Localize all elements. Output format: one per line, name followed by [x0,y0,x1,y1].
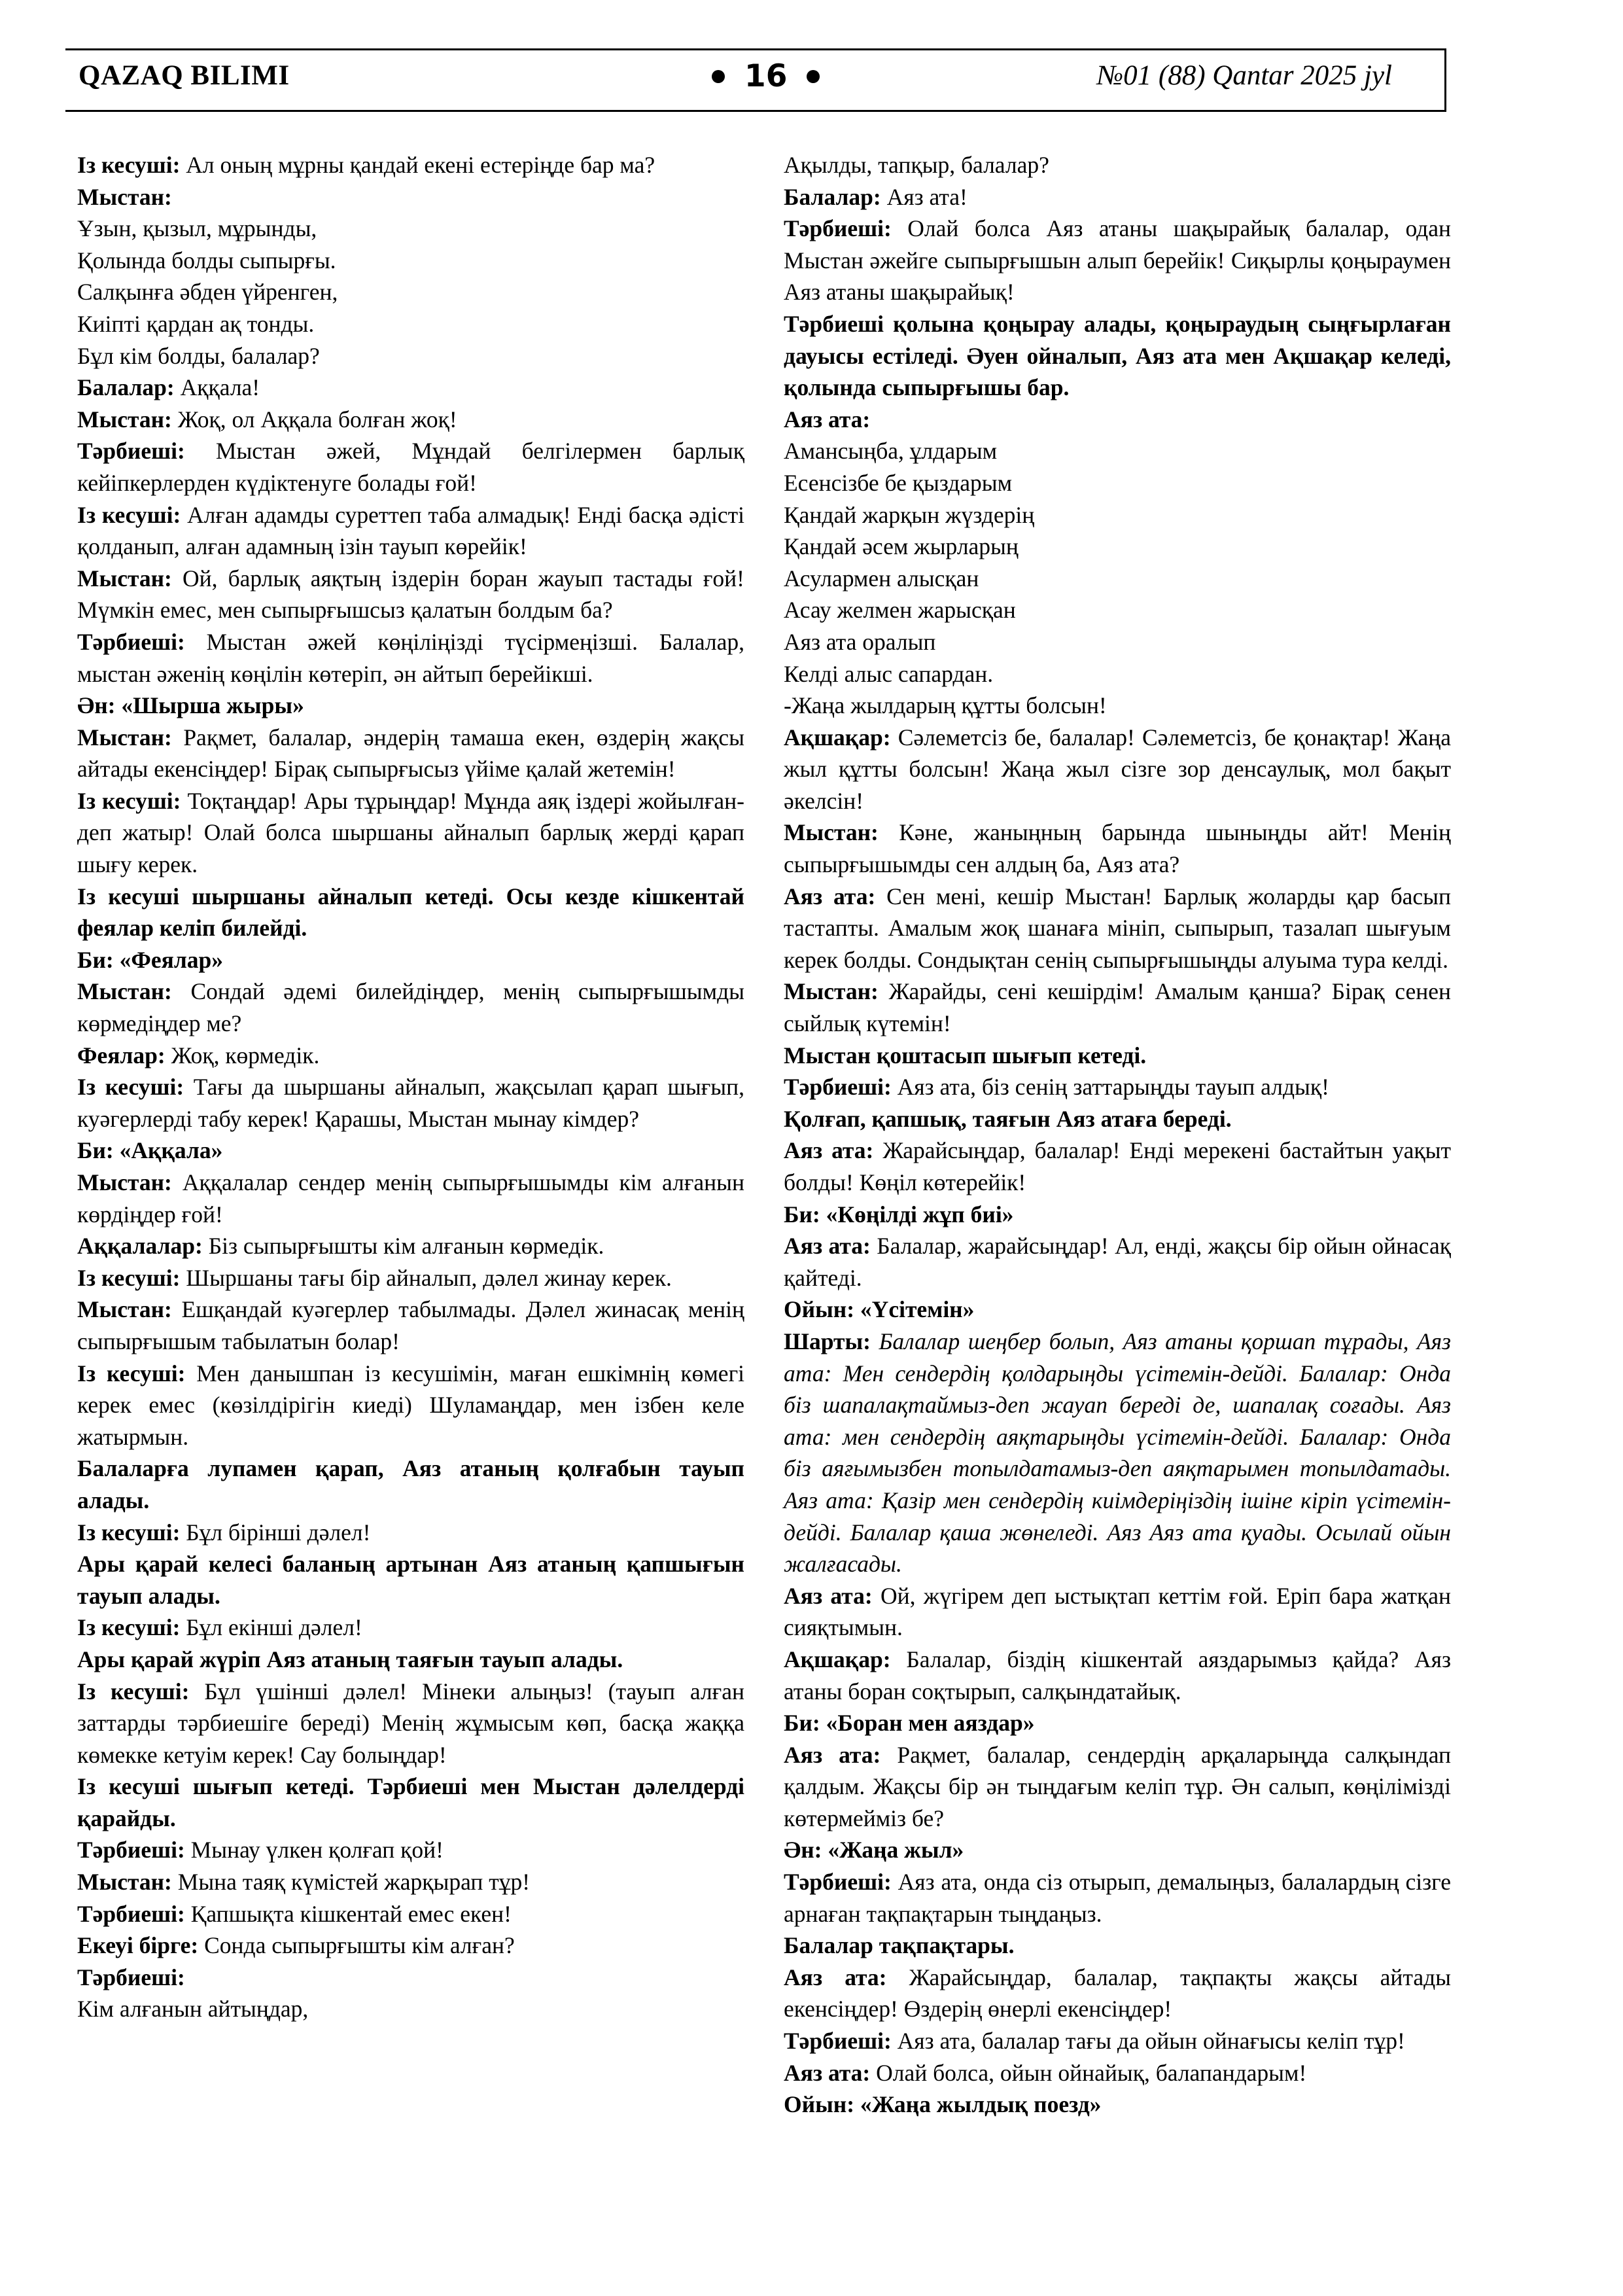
verse-line: Асулармен алысқан [784,565,979,592]
dialogue-line [77,1930,744,1962]
dialogue-line [77,976,744,1039]
dialogue-line [77,1612,744,1644]
dialogue-line [784,1230,1451,1294]
stage-direction: Тәрбиеші қолына қоңырау алады, қоңыраудың сыңғырлаған дауысы естіледі. Әуен ойналып, Аяз ата мен Ақшақар келеді, қолында сыпырғышы бар. [784,310,1451,401]
speaker-label: Із кесуші: [77,787,181,814]
speaker-label: Тәрбиеші: [77,1900,185,1927]
dialogue-line [77,1040,744,1072]
stage-direction: Мыстан: [77,183,172,210]
speaker-label: Із кесуші: [77,1519,181,1545]
speaker-label: Аяз ата: [784,1964,887,1990]
dialogue-text: Сондай әдемі билейдіңдер, менің сыпырғышымды көрмедіңдер ме? [77,978,744,1037]
dialogue-text: Жарайсыңдар, балалар, тақпақты жақсы айтады екенсіңдер! Өздерің өнерлі екенсіңдер! [784,1964,1452,2022]
dialogue-text: Жоқ, ол Аққала болған жоқ! [171,406,457,433]
verse-line: Кім алғанын айтыңдар, [77,1996,309,2022]
speaker-label: Тәрбиеші: [77,1837,185,1863]
speaker-label: Із кесуші: [77,1264,181,1291]
dialogue-text: Мыстан әжей, Мұндай белгілермен барлық кейіпкерлерден күдіктенуге болады ғой! [77,438,744,496]
dialogue-text: Біз сыпырғышты кім алғанын көрмедік. [202,1233,604,1260]
stage-direction: Би: «Аққала» [77,1137,223,1164]
speaker-label: Із кесуші: [77,501,181,528]
page-number: 16 [744,58,788,94]
stage-direction: Би: «Боран мен аяздар» [784,1710,1035,1737]
stage-direction: Би: «Көңілді жұп биі» [784,1201,1014,1227]
dialogue-text: Ой, жүгірем деп ыстықтап кеттім ғой. Еріп бара жатқан сияқтымын. [784,1582,1451,1641]
verse-line: Салқынға әбден үйренген, [77,279,338,306]
dialogue-text: Тағы да шыршаны айналып, жақсылап қарап шығып, куәгерлерді табу керек! Қарашы, Мыстан мынау кімдер? [77,1074,744,1132]
bullet-icon [807,70,820,83]
dialogue-text: Рақмет, балалар, әндерің тамаша екен, өздерің жақсы айтады екенсіңдер! Бірақ сыпырғысыз үйіме қалай жетемін! [77,724,744,783]
dialogue-text: Жарайсыңдар, балалар! Енді мерекені бастайтын уақыт болды! Көңіл көтерейік! [784,1137,1451,1195]
dialogue-text: Мен данышпан із кесушімін, маған ешкімнің көмегі керек емес (көзілдірігін киеді) Шуламаңдар, мен ізбен келе жатырмын. [77,1360,744,1450]
stage-direction: Із кесуші шыршаны айналып кетеді. Осы кезде кішкентай феялар келіп билейді. [77,883,744,942]
dialogue-text: Ой, барлық аяқтың іздерін боран жауып тастады ғой! Мүмкін емес, мен сыпырғышсыз қалатын болдым ба? [77,565,744,624]
verse-line: Қандай жарқын жүздерің [784,501,1035,528]
dialogue-line [784,1962,1451,2025]
dialogue-line [784,1071,1451,1103]
dialogue-line [784,1739,1451,1835]
dialogue-text: Тоқтаңдар! Ары тұрыңдар! Мұнда аяқ іздері жойылған-деп жатыр! Олай болса шыршаны айналып барлық жерді қарап шығу керек. [77,787,744,878]
speaker-label: Мыстан: [784,978,879,1005]
dialogue-text: Аққала! [174,374,260,401]
dialogue-text: Аяз ата! [881,183,968,210]
dialogue-text: Мына таяқ күмістей жарқырап тұр! [171,1869,531,1896]
dialogue-line [784,1644,1451,1707]
speaker-label: Тәрбиеші: [784,1074,892,1101]
speaker-label: Екеуі бірге: [77,1932,199,1959]
dialogue-text: Сен мені, кешір Мыстан! Барлық жоларды қар басып тастапты. Амалым жоқ шанаға мініп, сыпырып, тазалап шығуым керек болды. Сондықтан сенің сыпырғышыңды алуыма тура келді. [784,883,1451,973]
verse-line: Қандай әсем жырларың [784,533,1019,560]
stage-direction: Балалар тақпақтары. [784,1932,1015,1959]
speaker-label: Аяз ата: [784,2059,871,2086]
speaker-label: Мыстан: [77,1296,172,1323]
speaker-label: Аяз ата: [784,1137,874,1164]
speaker-label: Аяз ата: [784,1233,871,1260]
speaker-label: Аяз ата: [784,883,876,910]
speaker-label: Тәрбиеші: [784,2028,892,2055]
speaker-label: Аяз ата: [784,1741,881,1768]
stage-direction: Тәрбиеші: [77,1964,185,1990]
dialogue-text: Қапшықта кішкентай емес екен! [184,1900,512,1927]
speaker-label: Ақшақар: [784,1646,891,1672]
dialogue-text: Олай болса Аяз атаны шақырайық балалар, одан Мыстан әжейге сыпырғышын алып берейік! Сиқырлы қоңыраумен Аяз атаны шақырайық! [784,215,1451,306]
dialogue-text: Сәлеметсіз бе, балалар! Сәлеметсіз, бе қонақтар! Жаңа жыл құтты болсын! Жаңа жыл сізге зор денсаулық, мол бақыт әкелсін! [784,724,1451,814]
dialogue-text: Аяз ата, балалар тағы да ойын ойнағысы келіп тұр! [891,2028,1405,2055]
dialogue-line [77,1071,744,1135]
dialogue-line [784,881,1451,976]
speaker-label: Мыстан: [77,724,172,751]
dialogue-line [784,1135,1451,1198]
stage-direction: Балаларға лупамен қарап, Аяз атаның қолғабын тауып алады. [77,1455,744,1513]
dialogue-text: Балалар, біздің кішкентай аяздарымыз қайда? Аяз атаны боран соқтырып, салқындатайық. [784,1646,1451,1704]
dialogue-line [77,1676,744,1771]
dialogue-line [77,149,744,181]
speaker-label: Мыстан: [784,819,879,846]
dialogue-line [784,2057,1451,2089]
bullet-icon [712,70,725,83]
stage-direction: Ары қарай жүріп Аяз атаның таяғын тауып алады. [77,1646,623,1672]
dialogue-line [784,181,1451,213]
dialogue-text: Мыстан әжей көңіліңізді түсірмеңізші. Балалар, мыстан әженің көңілін көтеріп, ән айтып берейікші. [77,628,744,687]
dialogue-line [784,1580,1451,1644]
speaker-label: Із кесуші: [77,152,181,178]
verse-line: Аяз ата оралып [784,628,936,655]
speaker-label: Тәрбиеші: [784,215,892,242]
speaker-label: Тәрбиеші: [784,1869,892,1896]
issue-info: №01 (88) Qantar 2025 jyl [1096,60,1392,91]
speaker-label: Ақшақар: [784,724,891,751]
dialogue-line [77,435,744,499]
verse-line: Ақылды, тапқыр, балалар? [784,152,1049,178]
verse-line: Келді алыс сапардан. [784,660,994,687]
dialogue-text: Ал оның мұрны қандай екені естеріңде бар ма? [180,152,655,178]
left-column [77,149,744,2025]
speaker-label: Із кесуші: [77,1360,186,1386]
dialogue-text: Ешқандай куәгерлер табылмады. Дәлел жинасақ менің сыпырғышым табылатын болар! [77,1296,744,1354]
verse-line: Амансыңба, ұлдарым [784,438,998,465]
dialogue-line [77,499,744,563]
page-number-block [692,58,839,94]
speaker-label: Балалар: [77,374,175,401]
dialogue-line [77,372,744,404]
dialogue-line [77,1262,744,1294]
verse-line: Есенсізбе бе қыздарым [784,469,1013,496]
dialogue-text: Сонда сыпырғышты кім алған? [198,1932,515,1959]
dialogue-text: Алған адамды суреттеп таба алмадық! Енді басқа әдісті қолданып, алған адамның ізін тауып көрейік! [77,501,744,560]
stage-direction: Аяз ата: [784,406,871,433]
dialogue-line [784,213,1451,308]
dialogue-text: Шыршаны тағы бір айналып, дәлел жинау керек. [180,1264,672,1291]
stage-direction: Ойын: «Үсітемін» [784,1296,975,1323]
verse-line: Асау желмен жарысқан [784,597,1016,624]
verse-line: Киіпті қардан ақ тонды. [77,310,315,337]
dialogue-line [77,1167,744,1230]
dialogue-line [784,817,1451,880]
dialogue-text: Жоқ, көрмедік. [165,1042,320,1069]
dialogue-line [77,1898,744,1930]
speaker-label: Мыстан: [77,1169,172,1195]
dialogue-line [784,722,1451,817]
verse-line: Қолында болды сыпырғы. [77,247,336,274]
speaker-label: Мыстан: [77,978,172,1005]
dialogue-text: Жарайды, сені кешірдім! Амалым қанша? Бірақ сенен сыйлық күтемін! [784,978,1451,1037]
stage-direction: Із кесуші шығып кетеді. Тәрбиеші мен Мыстан дәлелдерді қарайды. [77,1773,744,1831]
dialogue-text: Бұл бірінші дәлел! [180,1519,371,1545]
page-header [65,48,1446,112]
dialogue-text: Аяз ата, біз сенің заттарыңды тауып алдық! [891,1074,1329,1101]
speaker-label: Із кесуші: [77,1614,181,1641]
stage-direction: Ары қарай келесі баланың артынан Аяз атаның қапшығын тауып алады. [77,1551,744,1609]
stage-direction: Мыстан қоштасып шығып кетеді. [784,1042,1147,1069]
journal-title: QAZAQ BILIMI [79,60,290,91]
dialogue-line [77,1358,744,1453]
dialogue-line [784,1326,1451,1580]
dialogue-line [77,404,744,436]
speaker-label: Мыстан: [77,406,172,433]
stage-direction: Ән: «Шырша жыры» [77,692,304,719]
dialogue-line [77,1834,744,1866]
dialogue-text: Аққалалар сендер менің сыпырғышымды кім алғанын көрдіңдер ғой! [77,1169,744,1227]
dialogue-line [784,1866,1451,1930]
speaker-label: Аяз ата: [784,1582,873,1609]
dialogue-line [77,785,744,881]
dialogue-line [77,1294,744,1357]
dialogue-text: Бұл екінші дәлел! [180,1614,362,1641]
right-column [784,149,1451,2121]
game-rules-text: Балалар шеңбер болып, Аяз атаны қоршап тұрады, Аяз ата: Мен сендердің қолдарыңды үсітемін-дейді. Балалар: Онда біз шапалақтаймыз-деп жауап береді де, шапалақ соғады. Аяз ата: мен сендердің аяқтарыңды үсітемін-дейді. Балалар: Онда біз аяғымызбен топылдатамыз-деп аяқтарымен топылдатады. Аяз ата: Қазір мен сендердің киімдеріңіздің ішіне кіріп үсітемін-дейді. Балалар қаша жөнеледі. Аяз Аяз ата қуады. Осылай ойын жалғасады. [784,1328,1451,1578]
dialogue-line [77,1517,744,1549]
speaker-label: Мыстан: [77,1869,172,1896]
speaker-label: Шарты: [784,1328,871,1354]
stage-direction: Ойын: «Жаңа жылдық поезд» [784,2091,1102,2118]
dialogue-line [784,976,1451,1039]
dialogue-line [77,1230,744,1262]
dialogue-text: Балалар, жарайсыңдар! Ал, енді, жақсы бір ойын ойнасақ қайтеді. [784,1233,1452,1291]
dialogue-line [77,1866,744,1898]
dialogue-text: Бұл үшінші дәлел! Мінеки алыңыз! (тауып алған заттарды тәрбиешіге береді) Менің жұмысым көп, басқа жаққа көмекке кетуім керек! Сау болыңдар! [77,1678,744,1768]
stage-direction: Ән: «Жаңа жыл» [784,1837,964,1863]
dialogue-line [77,626,744,690]
dialogue-line [77,563,744,626]
dialogue-line [784,2025,1451,2057]
dialogue-text: Мынау үлкен қолғап қой! [184,1837,444,1863]
speaker-label: Із кесуші: [77,1678,190,1704]
verse-line: Ұзын, қызыл, мұрынды, [77,215,317,242]
verse-line: Бұл кім болды, балалар? [77,342,320,369]
stage-direction: Би: «Феялар» [77,946,223,973]
speaker-label: Балалар: [784,183,881,210]
dialogue-text: Аяз ата, онда сіз отырып, демалыңыз, балалардың сізге арнаған тақпақтарын тыңдаңыз. [784,1869,1451,1927]
dialogue-line [77,722,744,785]
verse-line: -Жаңа жылдарың құтты болсын! [784,692,1107,719]
speaker-label: Феялар: [77,1042,166,1069]
dialogue-text: Кәне, жаныңның барында шыныңды айт! Менің сыпырғышымды сен алдың ба, Аяз ата? [784,819,1451,878]
speaker-label: Тәрбиеші: [77,438,185,465]
dialogue-text: Олай болса, ойын ойнайық, балапандарым! [870,2059,1307,2086]
speaker-label: Аққалалар: [77,1233,203,1260]
speaker-label: Із кесуші: [77,1074,184,1101]
dialogue-text: Рақмет, балалар, сендердің арқаларыңда салқындап қалдым. Жақсы бір ән тыңдағым келіп тұр. Ән салып, көңілімізді көтермейміз бе? [784,1741,1451,1831]
speaker-label: Тәрбиеші: [77,628,185,655]
speaker-label: Мыстан: [77,565,172,592]
stage-direction: Қолғап, қапшық, таяғын Аяз атаға береді. [784,1105,1232,1132]
